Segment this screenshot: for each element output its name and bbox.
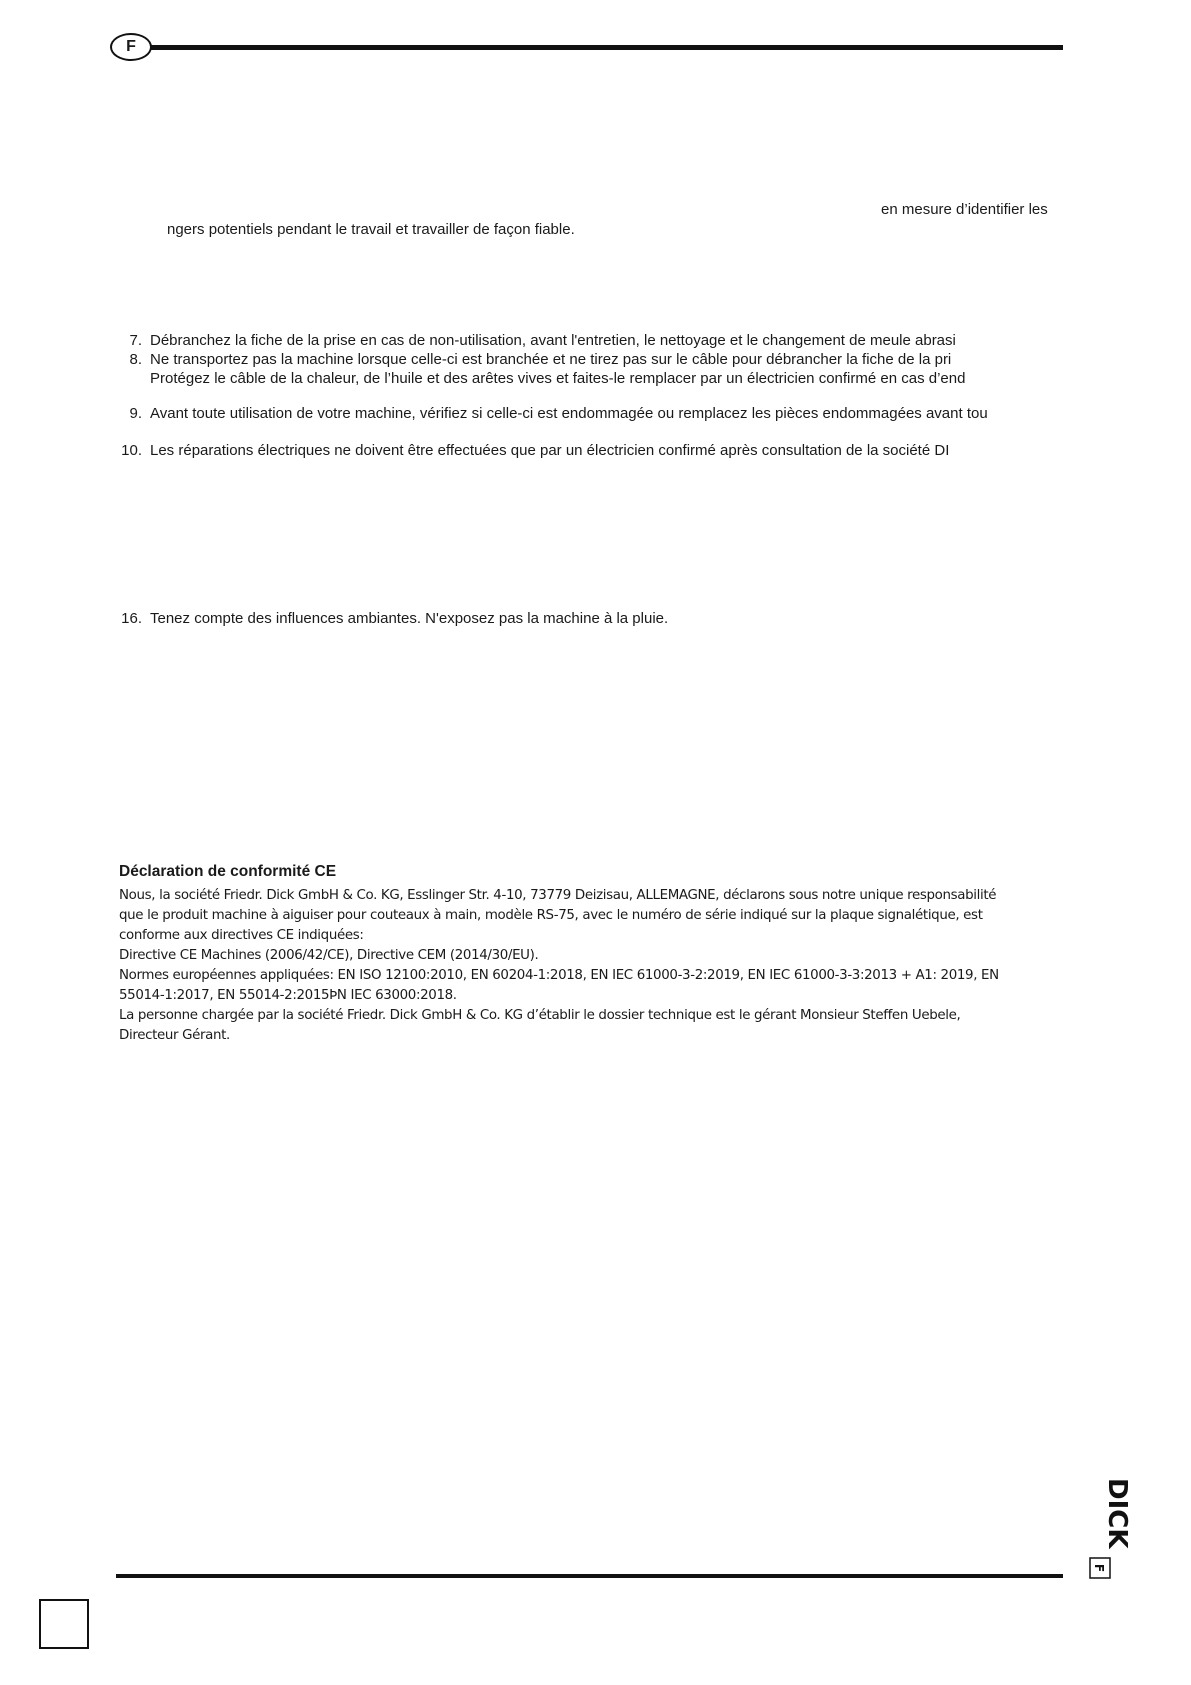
declaration-line: Directeur Gérant. [119,1028,230,1043]
declaration-line: Normes européennes appliquées: EN ISO 12100:2010, EN 60204-1:2018, EN IEC 61000-3-2:2019, EN IEC 61000-3-3:2013 + A1: 2019, EN [119,968,999,983]
declaration-line: Directive CE Machines (2006/42/CE), Directive CEM (2014/30/EU). [119,948,539,963]
safety-item-9 [110,404,1065,424]
item-text: Débranchez la fiche de la prise en cas de non-utilisation, avant l'entretien, le nettoyage et le changement de meule abrasi [150,332,956,349]
safety-item-8 [110,350,1065,370]
page-number-box [39,1599,89,1649]
safety-item-16 [110,609,1065,629]
declaration-line: conforme aux directives CE indiquées: [119,928,364,943]
logo-mark: F [1092,1563,1106,1573]
item-text: Ne transportez pas la machine lorsque celle-ci est branchée et ne tirez pas sur le câble pour débrancher la fiche de la pri [150,351,952,368]
item-text: Les réparations électriques ne doivent être effectuées que par un électricien confirmé après consultation de la société DI [150,442,950,459]
item-number: 10. [121,442,142,459]
declaration-of-conformity [119,862,1064,1046]
declaration-line: La personne chargée par la société Friedr. Dick GmbH & Co. KG d’établir le dossier technique est le gérant Monsieur Steffen Uebele, [119,1008,961,1023]
language-badge: F [110,33,152,61]
item-text: Tenez compte des influences ambiantes. N'exposez pas la machine à la pluie. [150,610,669,627]
item-number: 16. [121,610,142,627]
item-number: 9. [129,405,142,422]
text-fragment-right: en mesure d’identifier les [881,201,1048,218]
declaration-line: que le produit machine à aiguiser pour couteaux à main, modèle RS-75, avec le numéro de série indiqué sur la plaque signalétique, est [119,908,983,923]
safety-item-7 [110,331,1065,351]
text-fragment-left: ngers potentiels pendant le travail et travailler de façon fiable. [167,221,575,238]
item-text: Protégez le câble de la chaleur, de l’huile et des arêtes vives et faites-le remplacer par un électricien confirmé en cas d’end [150,370,966,387]
declaration-line: Nous, la société Friedr. Dick GmbH & Co. KG, Esslinger Str. 4-10, 73779 Deizisau, ALLEMAGNE, déclarons sous notre unique responsabilité [119,888,997,903]
safety-item-10 [110,441,1065,461]
safety-item-8-continued [110,369,1065,389]
declaration-title: Déclaration de conformité CE [119,863,337,880]
header-rule [150,45,1063,50]
dick-logo-icon [1087,1478,1132,1580]
item-number: 7. [129,332,142,349]
declaration-line: 55014-1:2017, EN 55014-2:2015ÞN IEC 63000:2018. [119,988,457,1003]
footer-rule [116,1574,1063,1578]
logo-wordmark: DICK [1102,1478,1132,1549]
item-number: 8. [129,351,142,368]
item-text: Avant toute utilisation de votre machine, vérifiez si celle-ci est endommagée ou remplacez les pièces endommagées avant tou [150,405,988,422]
